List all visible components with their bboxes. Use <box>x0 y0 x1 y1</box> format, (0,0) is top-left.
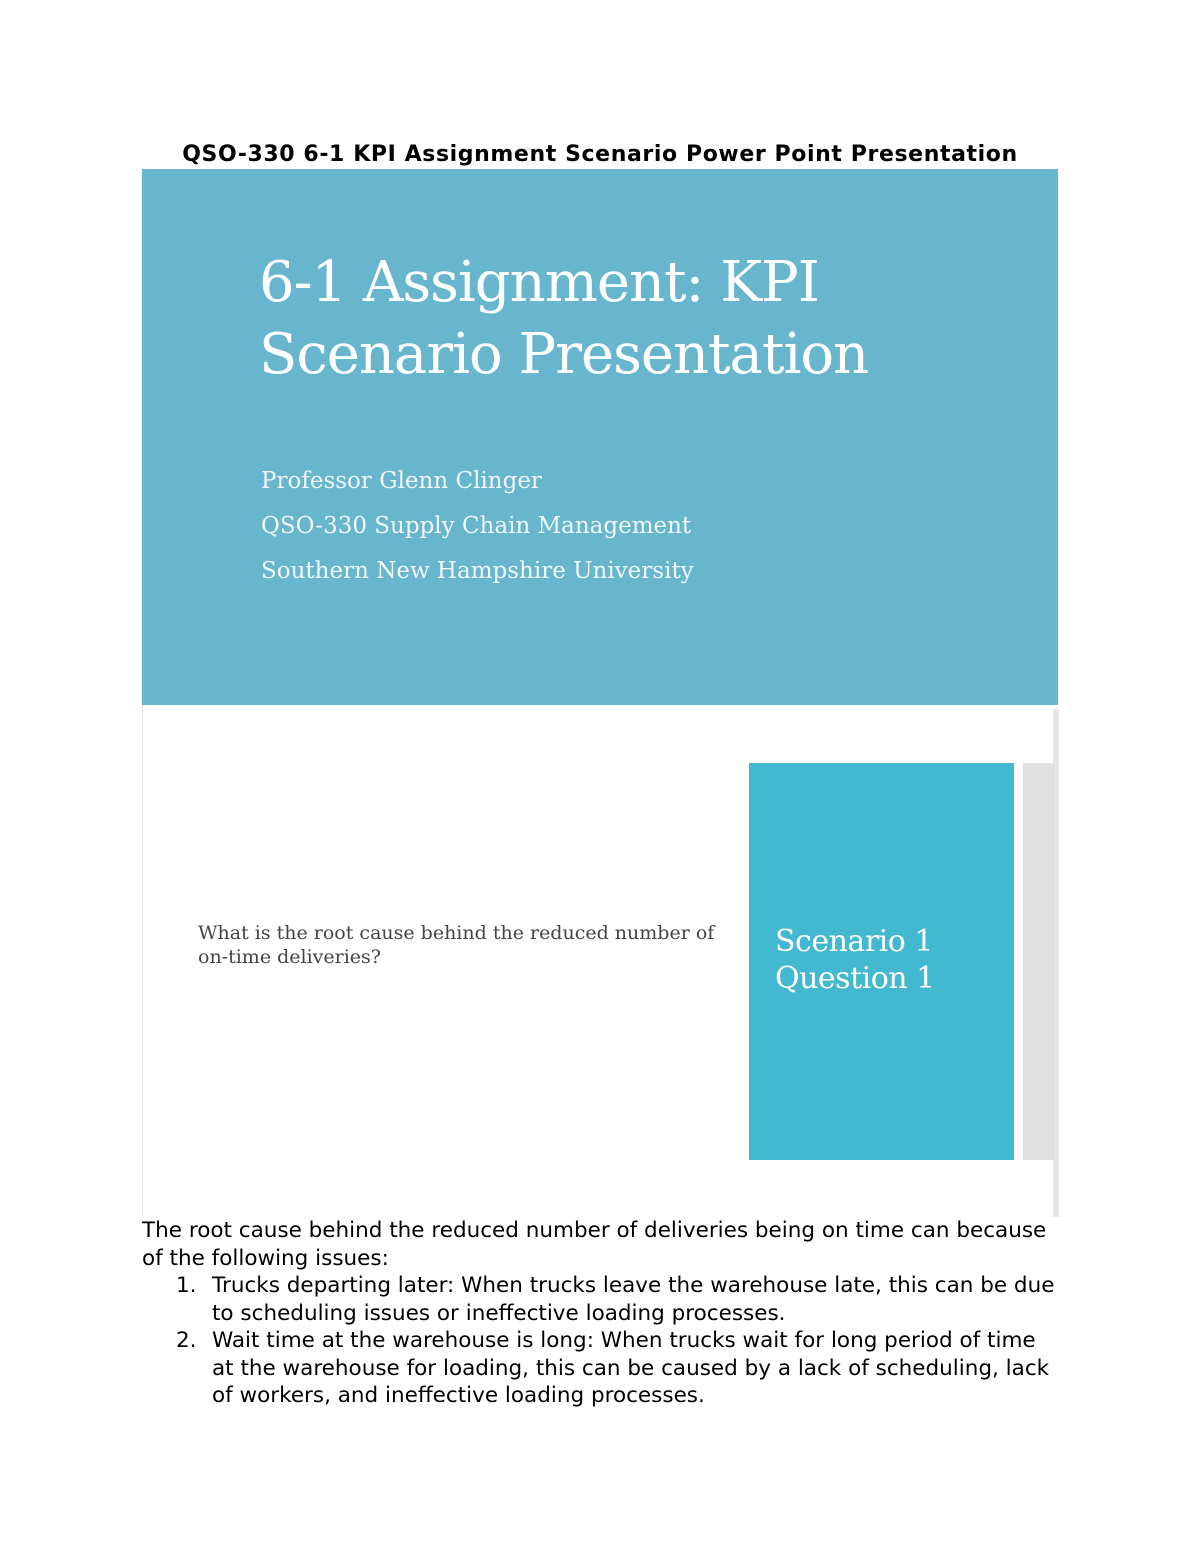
university-name: Southern New Hampshire University <box>261 558 694 584</box>
list-item <box>142 1327 1062 1410</box>
list-item <box>142 1272 1062 1327</box>
issues-list <box>142 1272 1062 1410</box>
scenario-panel <box>749 763 1014 1160</box>
professor-name: Professor Glenn Clinger <box>261 468 542 494</box>
slide-question-text: What is the root cause behind the reduced number of on-time deliveries? <box>198 922 715 968</box>
slide-title <box>259 247 1019 391</box>
course-name: QSO-330 Supply Chain Management <box>261 513 692 539</box>
slide-subtitle <box>261 459 961 594</box>
document-title: QSO-330 6-1 KPI Assignment Scenario Power Point Presentation <box>182 142 1018 167</box>
list-number: 2. <box>176 1328 197 1353</box>
list-item-text: Trucks departing later: When trucks leave the warehouse late, this can be due to scheduling issues or ineffective loading processes. <box>212 1273 1055 1326</box>
scenario-label: Scenario 1 <box>775 924 933 959</box>
answer-body <box>142 1217 1062 1410</box>
question-label: Question 1 <box>775 961 935 996</box>
slide-scenario-question <box>142 705 1059 1217</box>
answer-intro: The root cause behind the reduced number of deliveries being on time can because of the following issues: <box>142 1218 1047 1271</box>
slide-title-line: 6-1 Assignment: KPI <box>259 250 819 315</box>
slide-title-slide <box>142 169 1058 705</box>
slide-title-line: Scenario Presentation <box>259 322 869 387</box>
panel-shadow <box>1023 763 1055 1160</box>
scenario-panel-title <box>775 923 1005 997</box>
list-number: 1. <box>176 1273 197 1298</box>
list-item-text: Wait time at the warehouse is long: When trucks wait for long period of time at the warehouse for loading, this can be caused by a lack of scheduling, lack of workers, and ineffective loading processes. <box>212 1328 1050 1408</box>
